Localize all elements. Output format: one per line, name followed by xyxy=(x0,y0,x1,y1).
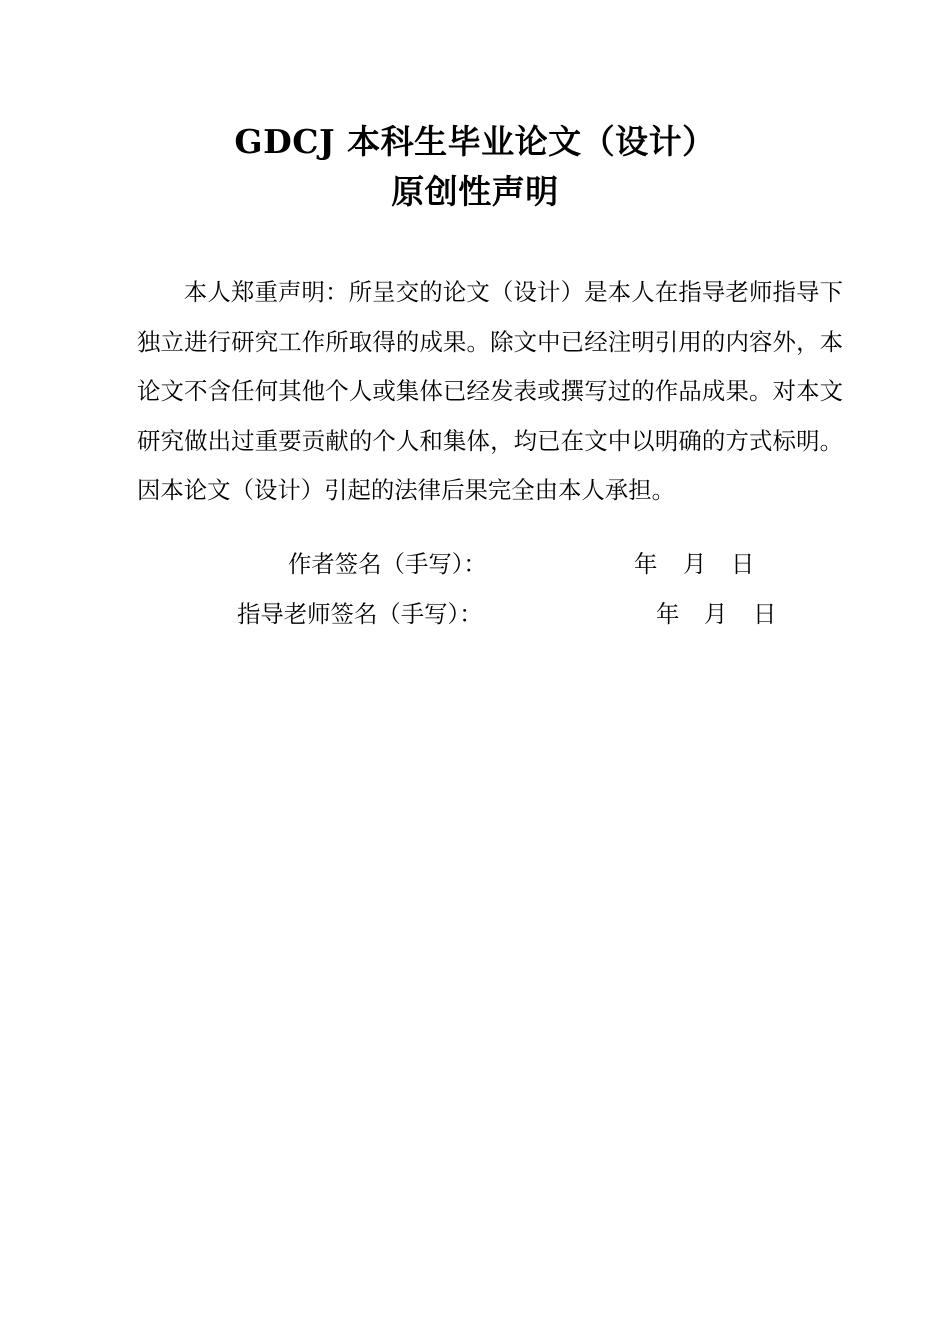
author-date-year: 年 xyxy=(634,550,658,578)
author-signature-label: 作者签名（手写）： xyxy=(288,550,487,578)
advisor-signature-label: 指导老师签名（手写）： xyxy=(237,600,483,628)
author-signature-field[interactable] xyxy=(500,570,620,571)
document-title: GDCJ 本科生毕业论文（设计） xyxy=(234,122,716,161)
advisor-date-day: 日 xyxy=(753,600,777,628)
declaration-paragraph: 本人郑重声明：所呈交的论文（设计）是本人在指导老师指导下独立进行研究工作所取得的成果。除文中已经注明引用的内容外，本论文不含任何其他个人或集体已经发表或撰写过的作品成果。对本文研究做出过重要贡献的个人和集体，均已在文中以明确的方式标明。因本论文（设计）引起的法律后果完全由本人承担。 xyxy=(137,278,843,505)
author-date-day: 日 xyxy=(731,550,755,578)
advisor-date-year: 年 xyxy=(656,600,680,628)
author-date-month: 月 xyxy=(683,550,707,578)
advisor-date-month: 月 xyxy=(704,600,728,628)
advisor-signature-field[interactable] xyxy=(500,620,640,621)
document-subtitle: 原创性声明 xyxy=(391,172,559,211)
